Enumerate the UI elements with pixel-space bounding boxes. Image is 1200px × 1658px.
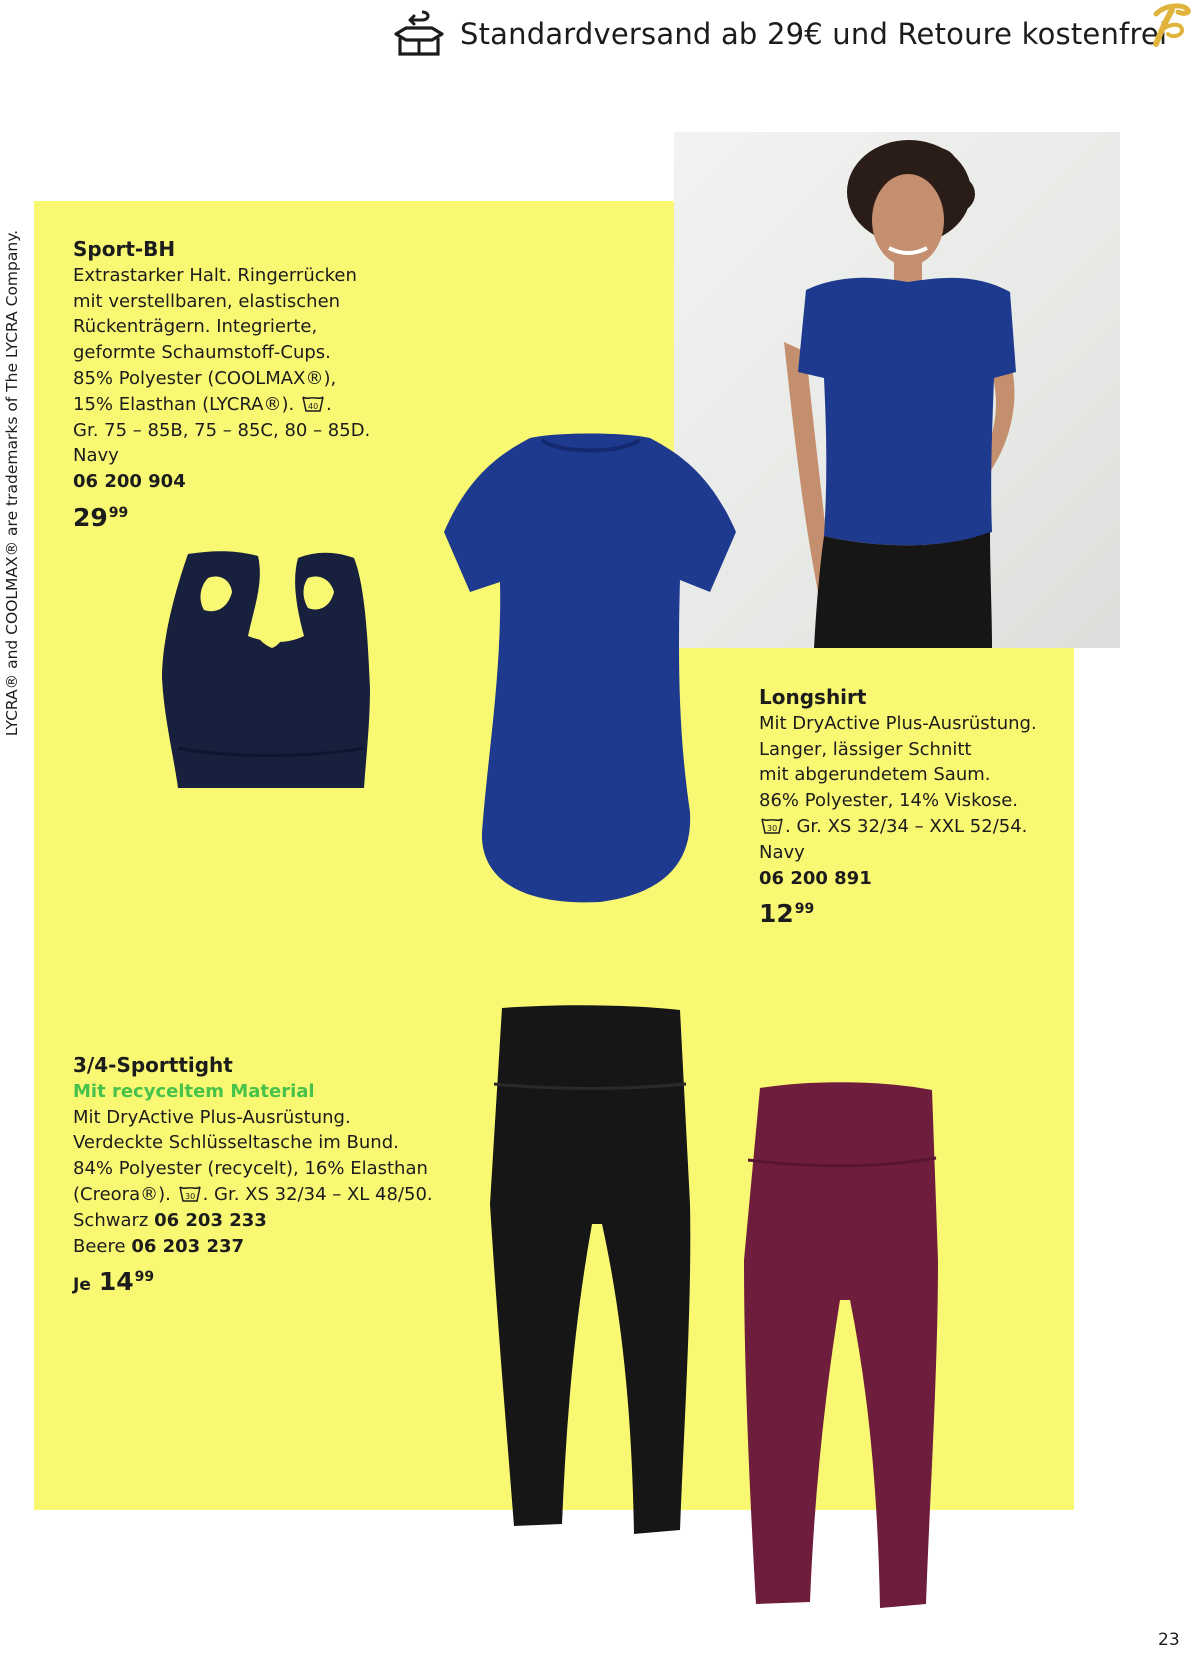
product-sport-bh — [73, 237, 393, 531]
desc-line: Verdeckte Schlüsseltasche im Bund. — [73, 1132, 399, 1154]
price-main: 29 — [73, 502, 108, 532]
product-title: Sport-BH — [73, 237, 176, 261]
desc-line-wash — [73, 1182, 453, 1208]
desc-line: 85% Polyester (COOLMAX®), — [73, 367, 337, 389]
shipping-text: Standardversand ab 29€ und Retoure kostenfrei — [460, 17, 1168, 51]
desc-line-wash: 15% Elasthan (LYCRA®). 40 . — [73, 393, 332, 415]
box-return-icon — [392, 8, 446, 60]
desc-line: Mit DryActive Plus-Ausrüstung. — [759, 712, 1037, 734]
desc-line: Navy — [759, 841, 805, 863]
wash-temp: 30 — [184, 1191, 195, 1201]
price-main: 12 — [759, 899, 794, 929]
desc-line: Mit DryActive Plus-Ausrüstung. — [73, 1106, 351, 1128]
wash-temp: 30 — [767, 823, 778, 833]
price-cents: 99 — [794, 901, 815, 918]
variant-color: Beere — [73, 1235, 126, 1257]
price-cents: 99 — [134, 1269, 155, 1286]
desc-line: mit abgerundetem Saum. — [759, 764, 991, 786]
article-number: 06 203 233 — [154, 1209, 267, 1231]
price-main: 14 — [98, 1267, 134, 1297]
price — [759, 897, 1059, 927]
model-photo — [674, 132, 1120, 648]
desc-line: Navy — [73, 445, 119, 467]
desc-line: (Creora®). — [73, 1183, 171, 1205]
product-title: 3/4-Sporttight — [73, 1053, 233, 1077]
desc-line: mit verstellbaren, elastischen — [73, 290, 341, 312]
price — [73, 1265, 453, 1299]
desc-line: . Gr. XS 32/34 – XXL 52/54. — [785, 815, 1028, 837]
variant-color: Schwarz — [73, 1209, 149, 1231]
variant-line — [73, 1234, 453, 1260]
berry-tight-image — [740, 1080, 940, 1610]
desc-line: Rückenträgern. Integrierte, — [73, 316, 318, 338]
desc-line: geformte Schaumstoff-Cups. — [73, 342, 331, 364]
variant-line — [73, 1208, 453, 1234]
page-number: 23 — [1158, 1630, 1180, 1650]
wash-40-icon — [302, 396, 324, 412]
article-number: 06 203 237 — [131, 1235, 245, 1257]
trademark-note: LYCRA® and COOLMAX® are trademarks of The LYCRA Company. — [3, 229, 21, 737]
desc-line: 86% Polyester, 14% Viskose. — [759, 790, 1019, 812]
desc-line-wash — [759, 814, 1059, 840]
article-number: 06 200 904 — [73, 471, 186, 493]
desc-line: Langer, lässiger Schnitt — [759, 738, 972, 760]
tchibo-logo-icon — [1150, 2, 1192, 48]
desc-line: 84% Polyester (recycelt), 16% Elasthan — [73, 1158, 428, 1180]
wash-30-icon — [179, 1186, 201, 1202]
desc-line: Extrastarker Halt. Ringerrücken — [73, 264, 357, 286]
product-sporttight — [73, 1053, 453, 1299]
price-cents: 99 — [108, 504, 129, 521]
product-longshirt — [759, 685, 1059, 927]
sport-bh-image — [158, 548, 378, 798]
desc-line: . Gr. XS 32/34 – XL 48/50. — [202, 1183, 433, 1205]
product-title: Longshirt — [759, 685, 867, 709]
black-tight-image — [484, 1004, 694, 1536]
desc-line: Gr. 75 – 85B, 75 – 85C, 80 – 85D. — [73, 419, 371, 441]
desc-line: 15% Elasthan (LYCRA®). — [73, 393, 295, 415]
eco-label: Mit recyceltem Material — [73, 1080, 315, 1102]
longshirt-image — [440, 432, 740, 908]
price — [73, 501, 393, 531]
shipping-banner — [392, 6, 1167, 62]
wash-temp: 40 — [307, 401, 319, 411]
wash-30-icon — [761, 818, 783, 834]
article-number: 06 200 891 — [759, 867, 872, 889]
price-prefix: Je — [73, 1275, 91, 1296]
